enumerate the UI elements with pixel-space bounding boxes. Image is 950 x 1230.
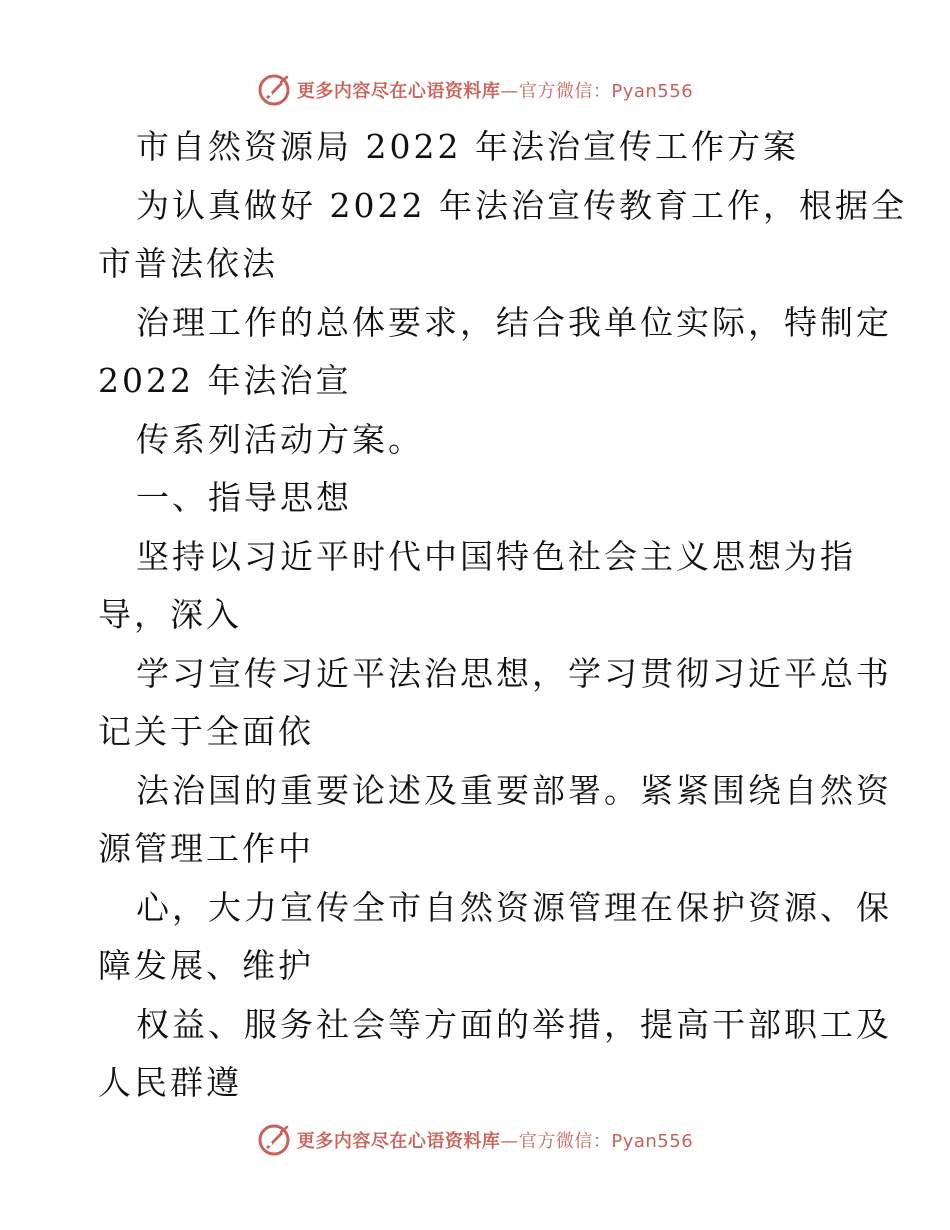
watermark-text: 更多内容尽在心语资料库—官方微信：Pyan556 <box>296 1131 694 1152</box>
text-line: 2022 年法治宣 <box>98 361 352 400</box>
watermark-text: 更多内容尽在心语资料库—官方微信：Pyan556 <box>296 81 694 102</box>
text-line: 障发展、维护 <box>98 946 314 985</box>
text-line: 传系列活动方案。 <box>136 419 424 459</box>
watermark-banner-top <box>0 70 950 110</box>
quill-seal-logo-icon <box>257 1123 291 1157</box>
watermark-banner-bottom <box>0 1120 950 1160</box>
text-line: 坚持以习近平时代中国特色社会主义思想为指 <box>136 536 856 576</box>
text-line: 法治国的重要论述及重要部署。紧紧围绕自然资 <box>136 770 892 810</box>
text-line: 学习宣传习近平法治思想，学习贯彻习近平总书 <box>136 653 892 693</box>
text-line: 市普法依法 <box>98 244 278 283</box>
document-title: 市自然资源局 2022 年法治宣传工作方案 <box>136 127 799 166</box>
text-line: 导，深入 <box>98 595 242 634</box>
document-body <box>98 118 907 1113</box>
quill-seal-logo-icon <box>257 73 291 107</box>
section-heading: 一、指导思想 <box>136 478 352 517</box>
text-line: 权益、服务社会等方面的举措，提高干部职工及 <box>136 1004 892 1044</box>
text-line: 心，大力宣传全市自然资源管理在保护资源、保 <box>136 887 892 927</box>
text-line: 人民群遵 <box>98 1063 242 1102</box>
text-line: 源管理工作中 <box>98 829 314 868</box>
text-line: 治理工作的总体要求，结合我单位实际，特制定 <box>136 302 892 342</box>
text-line: 为认真做好 2022 年法治宣传教育工作，根据全 <box>136 185 907 225</box>
text-line: 记关于全面依 <box>98 712 314 751</box>
